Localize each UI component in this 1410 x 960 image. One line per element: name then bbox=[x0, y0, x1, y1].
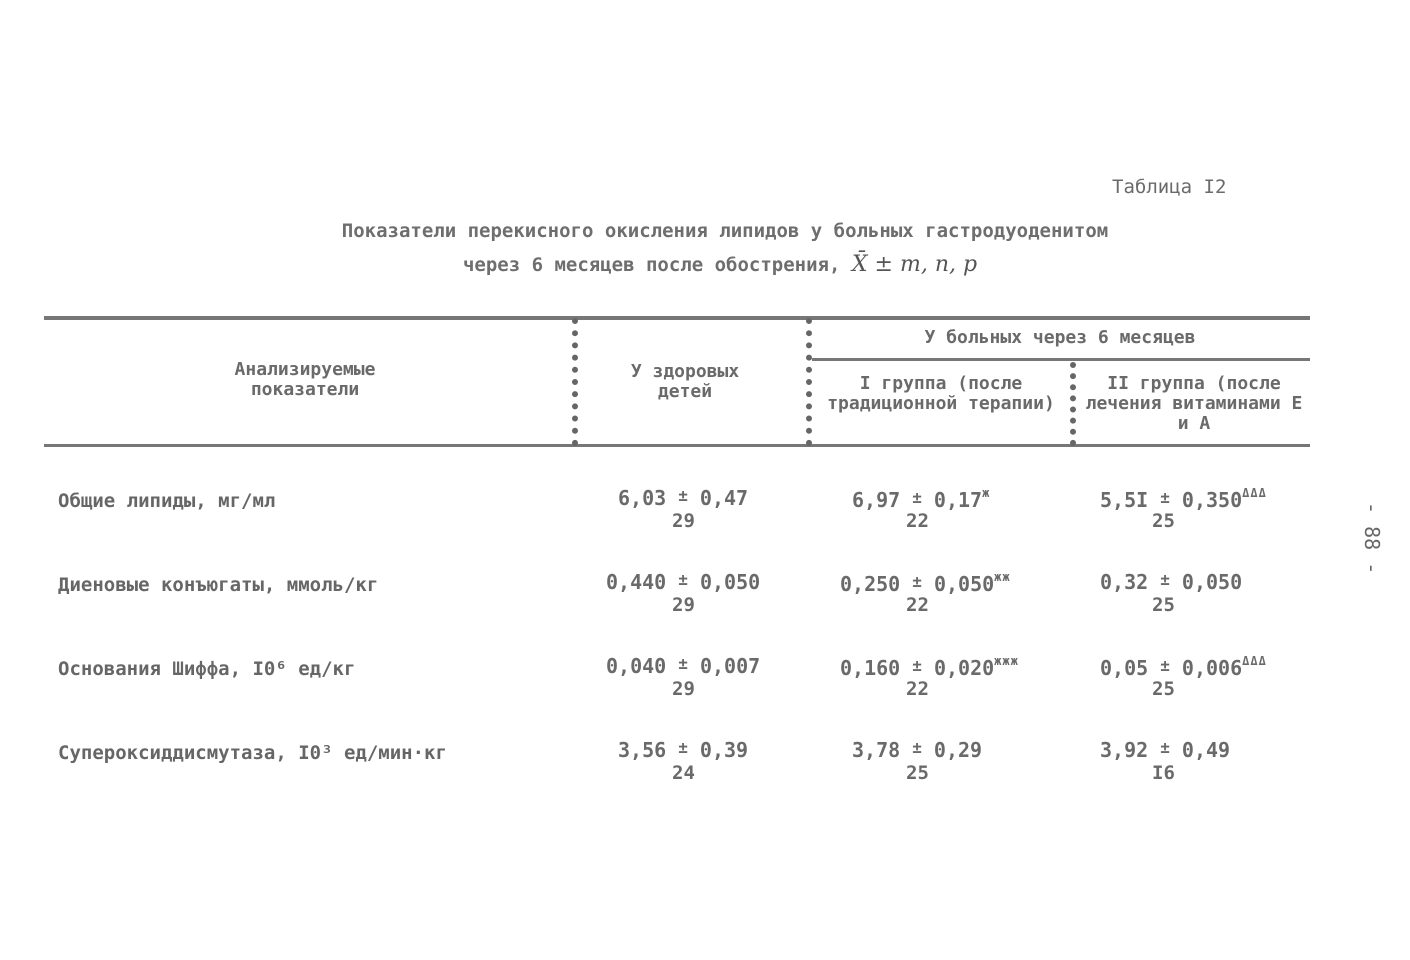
table-number-label: Таблица I2 bbox=[1112, 176, 1227, 198]
cell-diene-conjugates-group2: 0,32 ± 0,050 25 bbox=[1100, 570, 1243, 616]
cell-superoxide-dismutase-group1: 3,78 ± 0,29 25 bbox=[852, 738, 983, 784]
column-divider-2 bbox=[806, 318, 812, 446]
cell-schiff-bases-group1: 0,160 ± $0,020^{жжж}$ 22 bbox=[840, 654, 1019, 700]
cell-diene-conjugates-group1: 0,250 ± $0,050^{жж}$ 22 bbox=[840, 570, 1011, 616]
page-number-text: - 88 - bbox=[1360, 502, 1384, 575]
column-divider-1 bbox=[572, 318, 578, 446]
header-group1: I группа (после традиционной терапии) bbox=[827, 373, 1055, 414]
page-number bbox=[1362, 500, 1386, 590]
header-bottom-rule bbox=[44, 444, 1310, 447]
cell-total-lipids-group2: 5,5I ± $0,350^{\Delta\Delta\Delta}$ 25 bbox=[1100, 486, 1267, 532]
header-patients: У больных через 6 месяцев bbox=[924, 327, 1196, 348]
statistics-formula: X̄ ± m, n, p bbox=[851, 252, 978, 277]
patients-header-rule bbox=[812, 358, 1310, 361]
row-label-superoxide-dismutase: Супероксиддисмутаза, I0³ ед/мин·кг bbox=[58, 742, 447, 764]
row-label-schiff-bases: Основания Шиффа, I0⁶ ед/кг bbox=[58, 658, 356, 680]
cell-superoxide-dismutase-healthy: 3,56 ± 0,39 24 bbox=[618, 738, 749, 784]
cell-superoxide-dismutase-group2: 3,92 ± 0,49 I6 bbox=[1100, 738, 1231, 784]
header-indicator: Анализируемые показатели bbox=[234, 359, 376, 400]
row-label-diene-conjugates: Диеновые конъюгаты, ммоль/кг bbox=[58, 574, 379, 596]
cell-schiff-bases-healthy: 0,040 ± 0,007 29 bbox=[606, 654, 761, 700]
table-top-rule bbox=[44, 316, 1310, 320]
cell-diene-conjugates-healthy: 0,440 ± 0,050 29 bbox=[606, 570, 761, 616]
cell-total-lipids-healthy: 6,03 ± 0,47 29 bbox=[618, 486, 749, 532]
table-title: Показатели перекисного окисления липидов у больных гастродуоденитом bbox=[341, 220, 1109, 242]
header-healthy: У здоровых детей bbox=[630, 361, 740, 402]
table-subtitle bbox=[0, 252, 1410, 277]
header-group2: II группа (после лечения витаминами E и A bbox=[1085, 373, 1303, 434]
row-label-total-lipids: Общие липиды, мг/мл bbox=[58, 490, 276, 512]
table-subtitle-text: через 6 месяцев после обострения, bbox=[462, 254, 841, 276]
cell-total-lipids-group1: 6,97 ± $0,17^ж$ 22 bbox=[852, 486, 991, 532]
column-divider-3 bbox=[1070, 362, 1076, 446]
cell-schiff-bases-group2: 0,05 ± $0,006^{\Delta\Delta\Delta}$ 25 bbox=[1100, 654, 1267, 700]
